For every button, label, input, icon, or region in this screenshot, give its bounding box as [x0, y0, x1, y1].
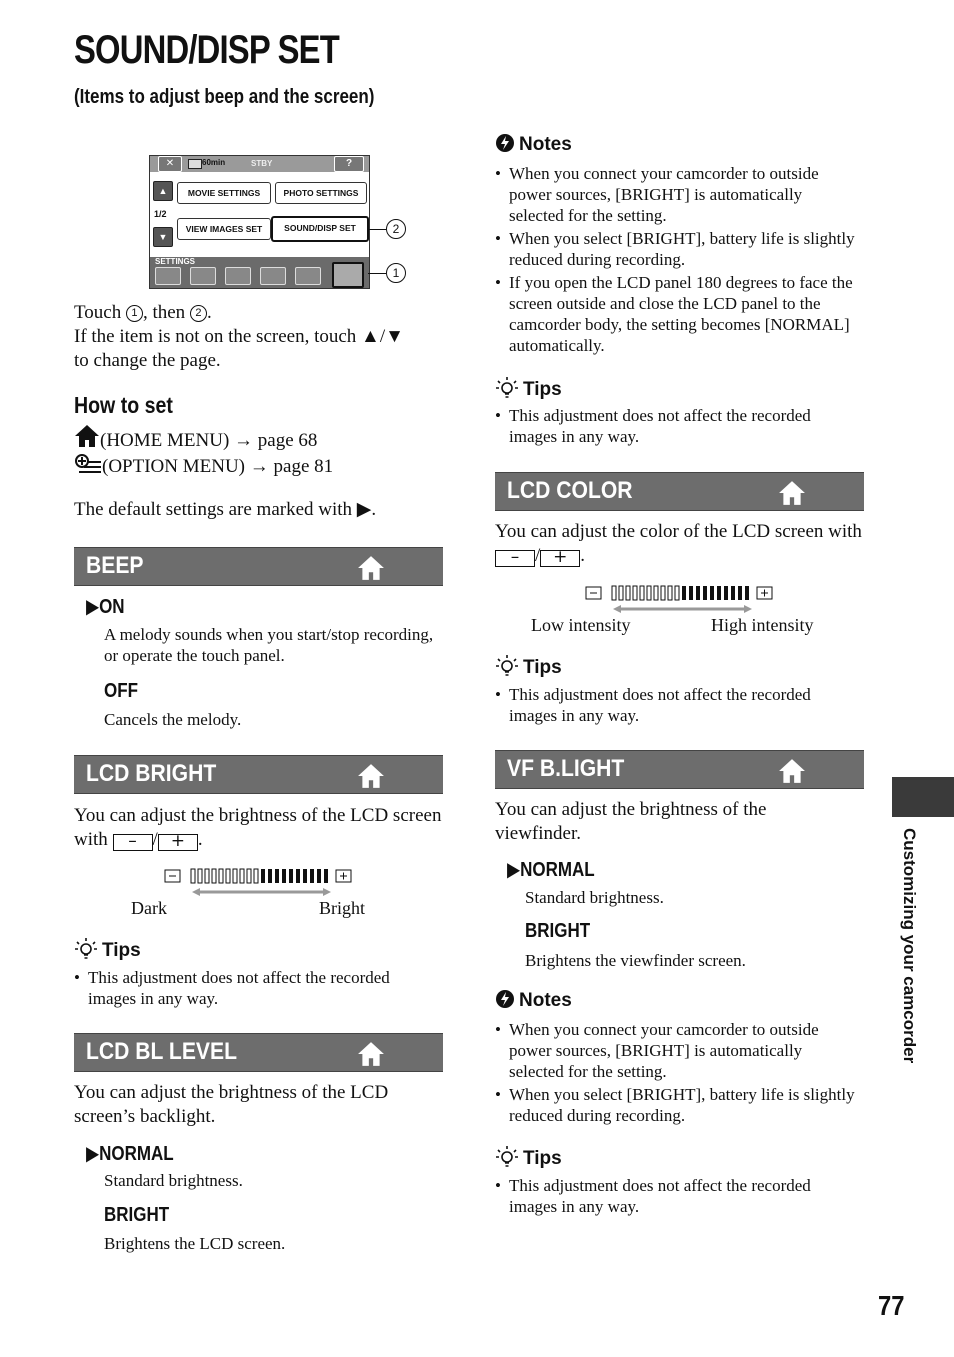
vf-normal-label: ▶NORMAL — [507, 859, 595, 881]
lcd-color-desc-text: You can adjust the color of the LCD screen with — [495, 521, 862, 542]
notes-top-list — [495, 163, 857, 358]
how-to-set-heading: How to set — [74, 392, 173, 418]
arrow-option: → — [249, 456, 269, 477]
lcd-color-desc — [495, 520, 865, 568]
home-icon — [74, 424, 100, 448]
lcd-tab-settings-toolbox — [332, 262, 364, 288]
lcd-battery-time: 60min — [202, 158, 226, 167]
vf-bright-label: BRIGHT — [525, 920, 591, 942]
section-bar-beep — [74, 547, 443, 586]
option-menu-page: page 81 — [273, 456, 334, 477]
tips-heading: Tips — [523, 379, 562, 400]
lcd-color-tips-list — [495, 684, 857, 728]
beep-off-desc: Cancels the melody. — [104, 710, 242, 729]
page-subtitle: (Items to adjust beep and the screen) — [74, 86, 375, 108]
home-icon — [357, 763, 385, 789]
beep-off-label: OFF — [104, 680, 138, 702]
inline-callout-2: 2 — [190, 305, 207, 322]
callout-line-2 — [368, 229, 386, 230]
lcd-page-indicator: 1/2 — [154, 209, 167, 219]
section-bar-vf-blight — [495, 750, 864, 789]
option-menu-text: (OPTION MENU) — [102, 456, 246, 477]
list-item: • This adjustment does not affect the recorded images in any way. — [74, 967, 434, 1009]
vf-bright-desc: Brightens the viewfinder screen. — [525, 951, 746, 970]
lcd-tab-disc — [295, 267, 321, 285]
lcd-tab-list — [225, 267, 251, 285]
tips-bulb-icon — [495, 1145, 519, 1169]
arrow-home: → — [234, 430, 254, 451]
lcd-help-button: ? — [334, 156, 364, 172]
lcd-tab-output — [260, 267, 286, 285]
tips-bulb-icon — [495, 654, 519, 678]
intro-line-2: If the item is not on the screen, touch ▲/▼ — [74, 326, 404, 347]
lcd-bright-tips-list — [74, 967, 434, 1011]
scale-high-label: High intensity — [711, 615, 814, 635]
tips-heading: Tips — [523, 1148, 562, 1169]
lcd-movie-settings-button: MOVIE SETTINGS — [177, 182, 271, 204]
minus-button-icon: – — [113, 834, 153, 851]
tips-heading: Tips — [102, 940, 141, 961]
lcd-down-button: ▼ — [153, 227, 173, 247]
list-item: • When you connect your camcorder to outside power sources, [BRIGHT] is automatically selected for the setting. — [495, 163, 857, 226]
section-bar-lcd-bright — [74, 755, 443, 794]
slash: / — [535, 545, 541, 566]
lcd-status-bar — [150, 156, 369, 172]
chapter-side-label — [897, 828, 927, 1078]
lcd-sound-disp-button: SOUND/DISP SET — [271, 216, 369, 242]
lcd-color-title: LCD COLOR — [507, 477, 633, 504]
slash: / — [152, 829, 158, 850]
lcd-photo-settings-button: PHOTO SETTINGS — [275, 182, 367, 204]
option-menu-icon — [74, 453, 102, 475]
plus-button-icon: + — [158, 834, 198, 851]
page-number: 77 — [878, 1290, 905, 1321]
home-icon — [357, 1041, 385, 1067]
lcd-settings-label: SETTINGS — [155, 257, 196, 266]
lcd-bright-desc-text: You can adjust the brightness of the LCD screen with — [74, 805, 442, 850]
callout-2: 2 — [386, 219, 406, 239]
home-icon — [357, 555, 385, 581]
list-item: • This adjustment does not affect the recorded images in any way. — [495, 684, 857, 726]
tips-heading: Tips — [523, 657, 562, 678]
list-item: • This adjustment does not affect the recorded images in any way. — [495, 1175, 857, 1217]
notes-heading: Notes — [519, 990, 572, 1011]
period: . — [197, 829, 203, 850]
lcd-tab-play — [190, 267, 216, 285]
lcd-view-images-button: VIEW IMAGES SET — [177, 218, 271, 240]
chapter-side-text: Customizing your camcorder — [900, 828, 919, 1064]
lcd-up-button: ▲ — [153, 181, 173, 201]
tips-bulb-icon — [74, 937, 98, 961]
beep-on-desc: A melody sounds when you start/stop recording, or operate the touch panel. — [104, 625, 434, 665]
intro-end: . — [206, 302, 212, 323]
callout-line-1 — [368, 273, 386, 274]
scale-low-label: Low intensity — [531, 615, 631, 635]
lcd-color-tips-head — [495, 654, 562, 679]
list-item: • When you select [BRIGHT], battery life is slightly reduced during recording. — [495, 1084, 857, 1126]
scale-dark-label: Dark — [131, 898, 167, 918]
lcd-status: STBY — [251, 159, 273, 168]
inline-callout-1: 1 — [126, 305, 143, 322]
lcd-bright-desc — [74, 804, 444, 852]
home-menu-text: (HOME MENU) — [100, 430, 230, 451]
vf-normal-desc: Standard brightness. — [525, 888, 664, 907]
section-bar-lcd-color — [495, 472, 864, 511]
list-item: • When you select [BRIGHT], battery life is slightly reduced during recording. — [495, 228, 857, 270]
beep-title: BEEP — [86, 552, 144, 579]
battery-icon — [188, 159, 202, 169]
lcd-bl-normal-label: ▶NORMAL — [86, 1143, 174, 1165]
home-menu-page: page 68 — [257, 430, 318, 451]
intro-then: , then — [142, 302, 190, 323]
scale-bright-label: Bright — [319, 898, 366, 918]
notes-top-head — [495, 133, 572, 156]
default-note: The default settings are marked with ▶. — [74, 499, 377, 520]
tips-bottom-head — [495, 1145, 562, 1170]
lcd-bl-bright-label: BRIGHT — [104, 1204, 170, 1226]
lcd-screen-illustration — [149, 155, 370, 289]
home-icon — [778, 480, 806, 506]
tips-top-list — [495, 405, 857, 449]
brightness-scale-icon — [160, 866, 360, 898]
vf-blight-title: VF B.LIGHT — [507, 755, 625, 782]
lcd-bl-bright-desc: Brightens the LCD screen. — [104, 1234, 286, 1253]
callout-1: 1 — [386, 263, 406, 283]
list-item: • When you connect your camcorder to outside power sources, [BRIGHT] is automatically selected for the setting. — [495, 1019, 857, 1082]
home-icon — [778, 758, 806, 784]
page-title: SOUND/DISP SET — [74, 28, 339, 72]
plus-button-icon: + — [540, 550, 580, 567]
intro-touch: Touch — [74, 302, 126, 323]
notes-bottom-head — [495, 989, 572, 1012]
lcd-bright-tips-head — [74, 937, 141, 962]
notes-bottom-list — [495, 1019, 857, 1128]
list-item: • If you open the LCD panel 180 degrees to face the screen outside and close the LCD panel to the camcorder body, the setting becomes [NORMAL] automatically. — [495, 272, 857, 356]
beep-on-label: ▶ON — [86, 596, 125, 618]
period: . — [580, 545, 586, 566]
intro-text — [74, 301, 444, 373]
how-to-set-list — [74, 424, 444, 479]
list-item: • This adjustment does not affect the recorded images in any way. — [495, 405, 857, 447]
lcd-bright-title: LCD BRIGHT — [86, 760, 217, 787]
color-scale-icon — [581, 583, 781, 615]
tips-bottom-list — [495, 1175, 857, 1219]
lcd-bl-normal-desc: Standard brightness. — [104, 1171, 243, 1190]
chapter-side-tab — [892, 777, 954, 817]
lcd-bl-level-desc: You can adjust the brightness of the LCD screen’s backlight. — [74, 1082, 389, 1127]
section-bar-lcd-bl-level — [74, 1033, 443, 1072]
vf-blight-desc: You can adjust the brightness of the viewfinder. — [495, 799, 767, 844]
lcd-tab-movie — [155, 267, 181, 285]
notes-icon — [495, 989, 515, 1009]
notes-heading: Notes — [519, 134, 572, 155]
minus-button-icon: – — [495, 550, 535, 567]
tips-bulb-icon — [495, 376, 519, 400]
lcd-bl-level-title: LCD BL LEVEL — [86, 1038, 237, 1065]
tips-top-head — [495, 376, 562, 401]
lcd-close-button: ✕ — [158, 156, 182, 172]
notes-icon — [495, 133, 515, 153]
intro-line-3: to change the page. — [74, 350, 221, 371]
